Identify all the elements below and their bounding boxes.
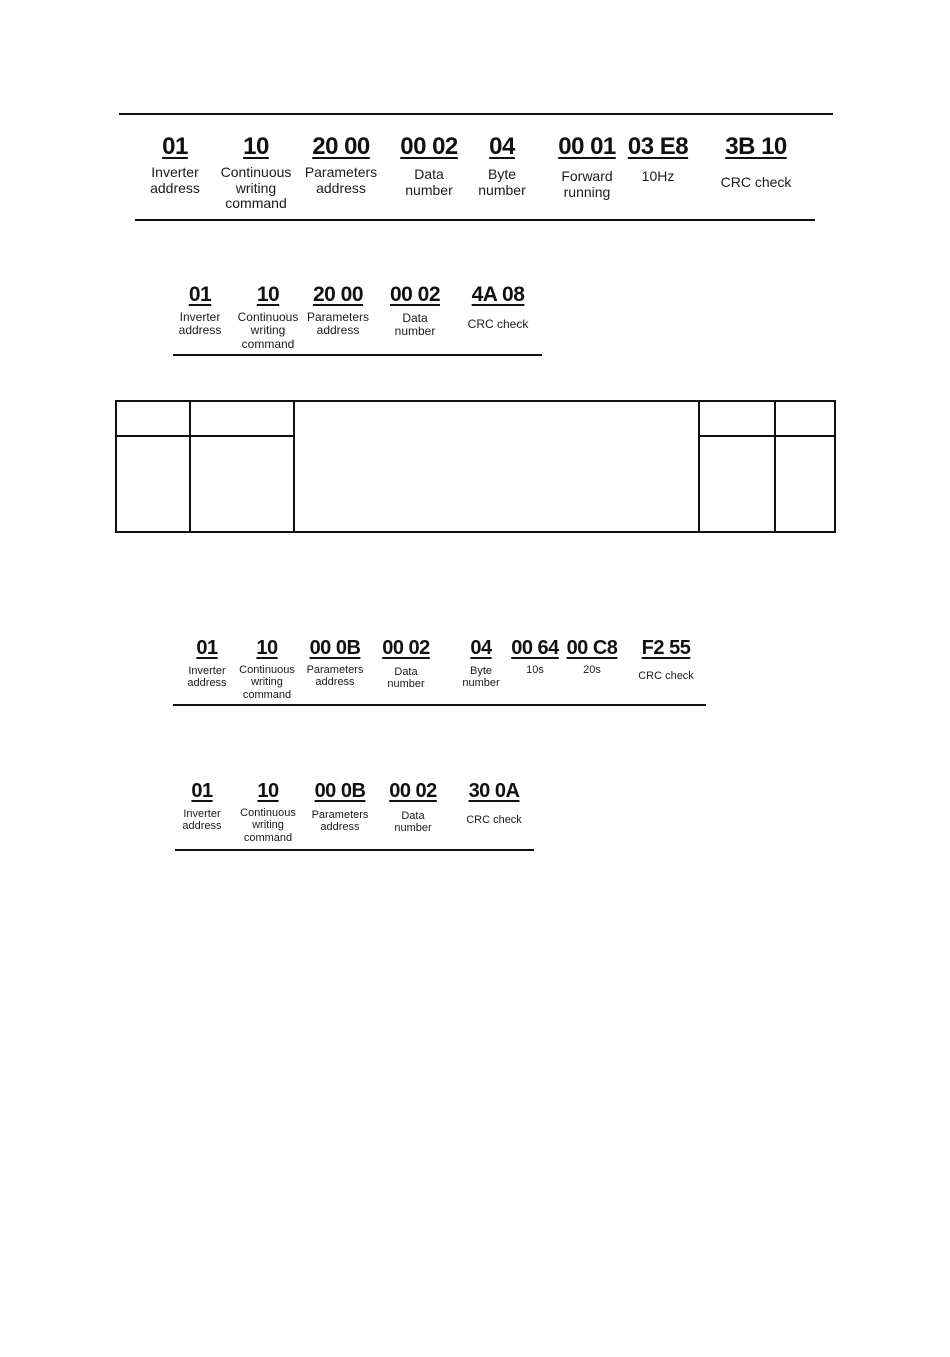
field-label: Parameters address (311, 809, 369, 834)
field-label: Data number (387, 666, 425, 691)
table-header-rule-right (699, 435, 836, 437)
top-rule (119, 113, 833, 115)
hex-value: 00 64 (511, 637, 559, 659)
table-header-rule-left (117, 435, 293, 437)
field-label: Parameters address (306, 310, 370, 338)
hex-value: 03 E8 (627, 133, 689, 160)
hex-value: 01 (196, 637, 218, 659)
field-crc-check (456, 283, 540, 331)
field-label: Continuous writing command (237, 310, 299, 351)
field-parameters-address (298, 133, 384, 196)
field-data-acceleration-time (508, 637, 562, 676)
field-label: Inverter address (182, 808, 222, 833)
hex-value: 10 (256, 637, 278, 659)
parameter-table (115, 400, 836, 533)
hex-value: 01 (162, 133, 188, 160)
field-parameters-address (302, 283, 374, 338)
frame-underline (173, 704, 706, 706)
field-crc-check (454, 780, 534, 826)
hex-value: 4A 08 (471, 283, 525, 306)
field-label: Inverter address (187, 665, 227, 690)
field-label: CRC check (720, 174, 792, 190)
field-data-deceleration-time (562, 637, 622, 676)
field-label: Data number (405, 166, 453, 198)
hex-value: 04 (470, 637, 492, 659)
hex-value: 3B 10 (725, 133, 787, 160)
field-parameters-address (300, 637, 370, 689)
hex-value: F2 55 (641, 637, 691, 659)
field-label: Continuous writing command (240, 807, 296, 844)
hex-value: 01 (191, 780, 213, 802)
field-crc-check (630, 637, 702, 682)
hex-value: 00 C8 (566, 637, 618, 659)
field-command (232, 283, 304, 351)
hex-value: 00 02 (400, 133, 458, 160)
field-data-number (382, 283, 448, 339)
frame-underline (175, 849, 534, 851)
hex-value: 00 02 (389, 283, 441, 306)
table-col-divider (834, 402, 836, 533)
hex-value: 30 0A (468, 780, 520, 802)
hex-value: 00 01 (558, 133, 616, 160)
field-inverter-address (180, 637, 234, 690)
field-byte-number (472, 133, 532, 198)
hex-value: 01 (188, 283, 212, 306)
field-label: Inverter address (178, 310, 222, 338)
field-label: 20s (583, 664, 601, 676)
field-command (212, 133, 300, 212)
field-label: Continuous writing command (220, 164, 292, 212)
hex-value: 20 00 (312, 133, 370, 160)
field-label: Parameters address (304, 164, 378, 196)
field-label: CRC check (466, 814, 522, 826)
table-col-divider (293, 402, 295, 533)
field-byte-number (454, 637, 508, 690)
hex-value: 10 (256, 283, 280, 306)
field-label: CRC check (638, 670, 694, 682)
hex-value: 10 (243, 133, 269, 160)
field-label: Parameters address (306, 664, 364, 689)
hex-value: 20 00 (312, 283, 364, 306)
table-col-divider (189, 402, 191, 533)
field-data-frequency (622, 133, 694, 185)
field-inverter-address (174, 780, 230, 833)
field-inverter-address (170, 283, 230, 338)
frame-underline (173, 354, 542, 356)
hex-value: 00 02 (389, 780, 437, 802)
hex-value: 00 02 (382, 637, 430, 659)
table-col-divider (774, 402, 776, 533)
hex-value: 00 0B (309, 637, 361, 659)
field-data-number (380, 780, 446, 835)
hex-value: 04 (489, 133, 515, 160)
field-command (234, 637, 300, 701)
field-label: Data number (394, 311, 436, 339)
table-col-divider (698, 402, 700, 533)
field-label: Byte number (462, 665, 500, 690)
field-data-number (392, 133, 466, 198)
frame-underline (135, 219, 815, 221)
field-data-forward-running (550, 133, 624, 200)
field-crc-check (706, 133, 806, 191)
hex-value: 00 0B (314, 780, 366, 802)
hex-value: 10 (257, 780, 279, 802)
field-data-number (374, 637, 438, 691)
field-label: Continuous writing command (239, 664, 295, 701)
field-label: 10s (526, 664, 544, 676)
field-label: 10Hz (641, 168, 675, 184)
field-parameters-address (304, 780, 376, 834)
field-inverter-address (140, 133, 210, 196)
field-label: CRC check (467, 317, 529, 331)
field-label: Inverter address (150, 164, 200, 196)
field-label: Data number (394, 810, 432, 835)
field-label: Byte number (478, 166, 526, 198)
field-command (234, 780, 302, 844)
field-label: Forward running (561, 168, 613, 200)
